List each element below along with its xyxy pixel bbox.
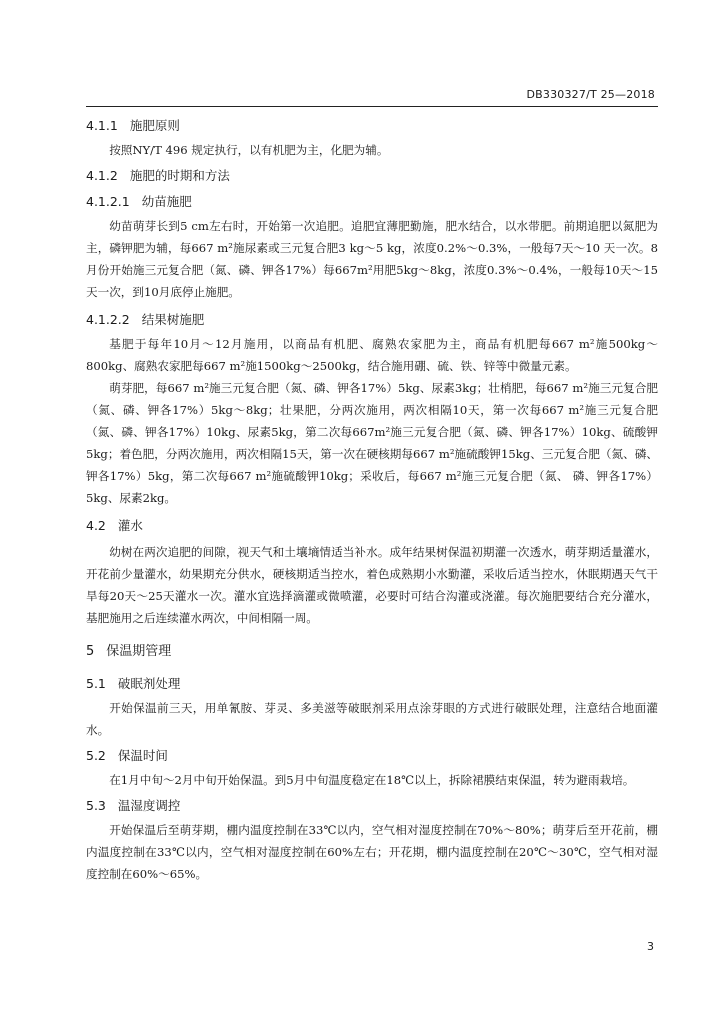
paragraph: 按照NY/T 496 规定执行，以有机肥为主，化肥为辅。: [109, 143, 389, 157]
paragraph: 基肥于每年10月～12月施用，以商品有机肥、腐熟农家肥为主，商品有机肥每667 m²施500kg～800kg、腐熟农家肥每667 m²施1500kg～2500kg，结合施用硼、硫、铁、锌等中微量元素。: [86, 337, 658, 373]
section-heading: [86, 117, 658, 135]
section-title: 结果树施肥: [141, 312, 205, 327]
section-title: 保温时间: [117, 748, 168, 763]
section-number: 4.1.2: [86, 168, 118, 183]
paragraph: 开始保温前三天，用单氰胺、芽灵、多美滋等破眠剂采用点涂芽眼的方式进行破眠处理，注意结合地面灌水。: [86, 701, 658, 737]
section-heading: [86, 517, 658, 535]
section-heading: [86, 747, 658, 765]
section-heading: [86, 643, 658, 661]
page-number: 3: [647, 940, 654, 953]
section-title: 温湿度调控: [117, 798, 181, 813]
section-title: 幼苗施肥: [141, 194, 192, 209]
paragraph: 开始保温后至萌芽期，棚内温度控制在33℃以内，空气相对湿度控制在70%～80%；萌芽后至开花前，棚内温度控制在33℃以内，空气相对湿度控制在60%左右；开花期，棚内温度控制在20℃～30℃，空气相对湿度控制在60%～65%。: [86, 823, 658, 881]
section-number: 4.1.2.1: [86, 194, 130, 209]
section-heading: [86, 193, 658, 211]
section-heading: [86, 797, 658, 815]
paragraph: 幼树在两次追肥的间隙，视天气和土壤墒情适当补水。成年结果树保温初期灌一次透水，萌芽期适量灌水，开花前少量灌水，幼果期充分供水，硬核期适当控水，着色成熟期小水勤灌，采收后适当控水，休眠期遇天气干旱每20天～25天灌水一次。灌水宜选择滴灌或微喷灌，必要时可结合沟灌或浇灌。每次施肥要结合充分灌水，基肥施用之后连续灌水两次，中间相隔一周。: [86, 545, 658, 625]
document-code: DB330327/T 25—2018: [526, 88, 655, 101]
section-number: 5: [86, 644, 95, 659]
header-rule: [86, 106, 658, 107]
section-title: 保温期管理: [106, 644, 172, 659]
section-number: 4.2: [86, 518, 106, 533]
paragraph: 在1月中旬～2月中旬开始保温。到5月中旬温度稳定在18℃以上，拆除裙膜结束保温，转为避雨栽培。: [109, 773, 635, 787]
page-body: [86, 117, 658, 885]
section-heading: [86, 675, 658, 693]
section-title: 施肥的时期和方法: [129, 168, 230, 183]
section-number: 5.1: [86, 676, 106, 691]
paragraph: 萌芽肥，每667 m²施三元复合肥（氮、磷、钾各17%）5kg、尿素3kg；壮梢肥，每667 m²施三元复合肥（氮、磷、钾各17%）5kg～8kg；壮果肥，分两次施用，两次相隔10天，第一次每667 m²施三元复合肥（氮、磷、钾各17%）10kg、尿素5kg，第二次每667m²施三元复合肥（氮、磷、钾各17%）10kg、硫酸钾5kg；着色肥，分两次施用，两次相隔15天，第一次在硬核期每667 m²施硫酸钾15kg、三元复合肥（氮、磷、钾各17%）5kg，第二次每667 m²施硫酸钾10kg；采收后，每667 m²施三元复合肥（氮、 磷、钾各17%）5kg、尿素2kg。: [86, 381, 658, 505]
paragraph: 幼苗萌芽长到5 cm左右时，开始第一次追肥。追肥宜薄肥勤施，肥水结合，以水带肥。前期追肥以氮肥为主，磷钾肥为辅，每667 m²施尿素或三元复合肥3 kg～5 kg，浓度0.2%～0.3%，一般每7天～10 天一次。8月份开始施三元复合肥（氮、磷、钾各17%）每667m²用肥5kg～8kg，浓度0.3%～0.4%，一般每10天～15天一次，到10月底停止施肥。: [86, 219, 658, 299]
section-title: 破眠剂处理: [117, 676, 181, 691]
section-title: 施肥原则: [129, 118, 180, 133]
section-heading: [86, 311, 658, 329]
section-number: 4.1.1: [86, 118, 118, 133]
section-number: 5.3: [86, 798, 106, 813]
section-heading: [86, 167, 658, 185]
section-number: 4.1.2.2: [86, 312, 130, 327]
section-title: 灌水: [117, 518, 143, 533]
section-number: 5.2: [86, 748, 106, 763]
